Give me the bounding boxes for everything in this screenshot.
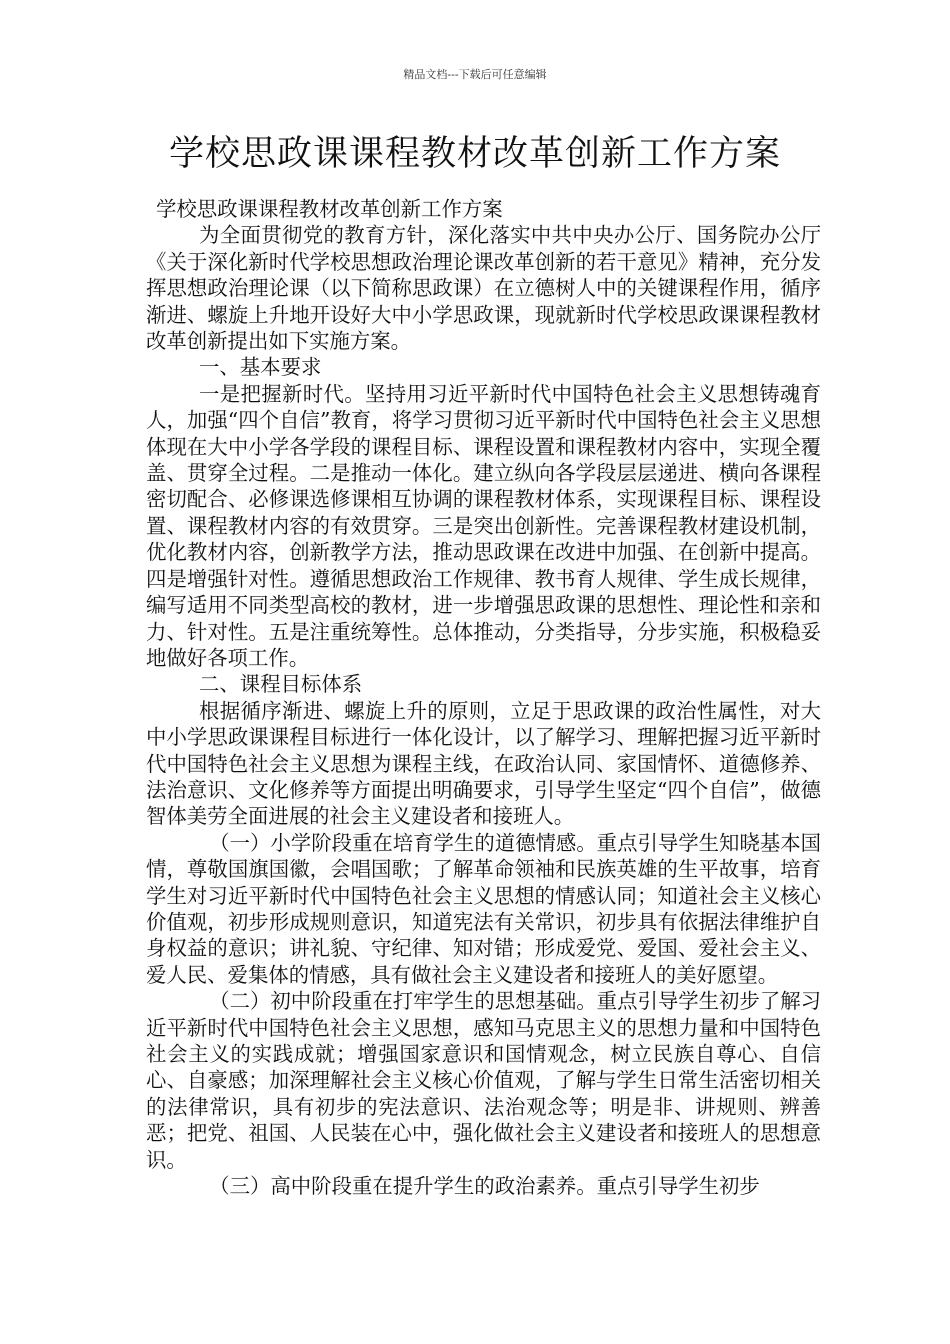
subtitle-paragraph: 学校思政课课程教材改革创新工作方案	[156, 197, 503, 221]
document-title: 学校思政课课程教材改革创新工作方案	[168, 134, 781, 174]
course-goals-paragraph: 根据循序渐进、螺旋上升的原则，立足于思政课的政治性属性，对大中小学思政课课程目标进行一体化设计，以了解学习、理解把握习近平新时代中国特色社会主义思想为课程主线，在政治认同、家国情怀、道德修养、法治意识、文化修养等方面提出明确要求，引导学生坚定“四个自信”，做德智体美劳全面进展的社会主义建设者和接班人。	[146, 698, 821, 829]
primary-school-paragraph: （一）小学阶段重在培育学生的道德情感。重点引导学生知晓基本国情，尊敬国旗国徽，会唱国歌；了解革命领袖和民族英雄的生平故事，培育学生对习近平新时代中国特色社会主义思想的情感认同；知道社会主义核心价值观，初步形成规则意识，知道宪法有关常识，初步具有依据法律维护自身权益的意识；讲礼貌、守纪律、知对错；形成爱党、爱国、爱社会主义、爱人民、爱集体的情感，具有做社会主义建设者和接班人的美好愿望。	[146, 830, 821, 987]
middle-school-paragraph: （二）初中阶段重在打牢学生的思想基础。重点引导学生初步了解习近平新时代中国特色社会主义思想，感知马克思主义的思想力量和中国特色社会主义的实践成就；增强国家意识和国情观念，树立民族自尊心、自信心、自豪感；加深理解社会主义核心价值观，了解与学生日常生活密切相关的法律常识，具有初步的宪法意识、法治观念等；明是非、讲规则、辨善恶；把党、祖国、人民装在心中，强化做社会主义建设者和接班人的思想意识。	[146, 989, 821, 1172]
document-body	[146, 196, 821, 1199]
high-school-paragraph: （三）高中阶段重在提升学生的政治素养。重点引导学生初步	[209, 1174, 760, 1199]
intro-paragraph: 为全面贯彻党的教育方针，深化落实中共中央办公厅、国务院办公厅《关于深化新时代学校思想政治理论课改革创新的若干意见》精神，充分发挥思想政治理论课（以下简称思政课）在立德树人中的关键课程作用，循序渐进、螺旋上升地开设好大中小学思政课，现就新时代学校思政课课程教材改革创新提出如下实施方案。	[146, 223, 821, 354]
header-note: 精品文档---下载后可任意编辑	[403, 68, 547, 81]
section-heading-basic-requirements: 一、基本要求	[199, 355, 322, 380]
basic-requirements-paragraph: 一是把握新时代。坚持用习近平新时代中国特色社会主义思想铸魂育人，加强“四个自信”教育，将学习贯彻习近平新时代中国特色社会主义思想体现在大中小学各学段的课程目标、课程设置和课程教材内容中，实现全覆盖、贯穿全过程。二是推动一体化。建立纵向各学段层层递进、横向各课程密切配合、必修课选修课相互协调的课程教材体系，实现课程目标、课程设置、课程教材内容的有效贯穿。三是突出创新性。完善课程教材建设机制，优化教材内容，创新教学方法，推动思政课在改进中加强、在创新中提高。四是增强针对性。遵循思想政治工作规律、教书育人规律、学生成长规律，编写适用不同类型高校的教材，进一步增强思政课的思想性、理论性和亲和力、针对性。五是注重统筹性。总体推动，分类指导，分步实施，积极稳妥地做好各项工作。	[146, 381, 821, 670]
section-heading-course-goals: 二、课程目标体系	[199, 672, 363, 697]
